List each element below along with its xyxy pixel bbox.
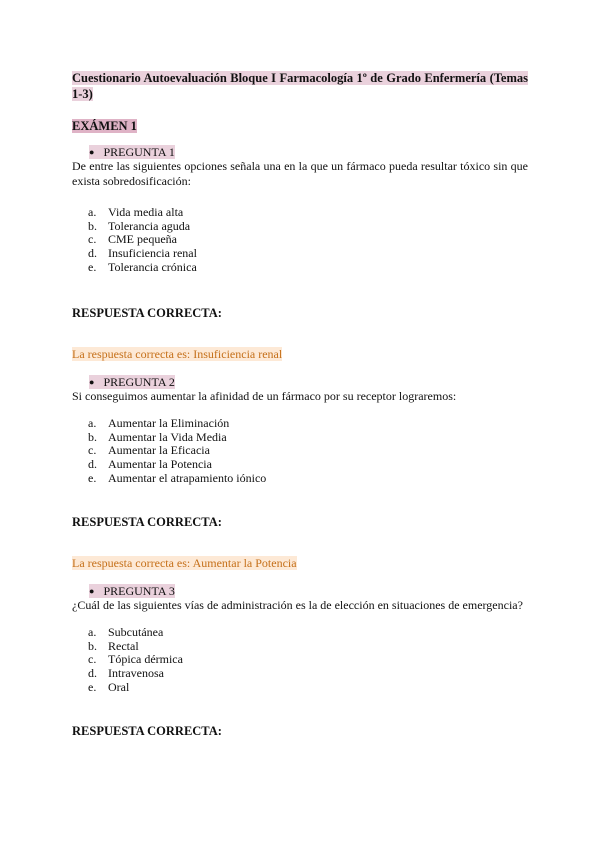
question-3-text: ¿Cuál de las siguientes vías de administración es la de elección en situaciones de emergencia? xyxy=(72,598,523,612)
option-text: Aumentar la Vida Media xyxy=(108,429,227,444)
document-title-text: Cuestionario Autoevaluación Bloque I Farmacología 1º de Grado Enfermería (Temas 1-3) xyxy=(72,71,528,101)
question-1-heading-text: PREGUNTA 1 xyxy=(103,145,175,159)
option-letter: c. xyxy=(88,232,97,247)
option-letter: a. xyxy=(88,625,97,639)
exam-heading-text: EXÁMEN 1 xyxy=(72,119,137,133)
option-text: Aumentar el atrapamiento iónico xyxy=(108,470,267,485)
answer-label-2: RESPUESTA CORRECTA: xyxy=(72,515,222,529)
option-letter: e. xyxy=(88,470,97,485)
option-letter: d. xyxy=(88,666,97,681)
option-letter: e. xyxy=(88,259,97,274)
answer-2 xyxy=(72,556,297,571)
option-letter: a. xyxy=(88,416,97,430)
bullet-icon: ● xyxy=(89,147,95,157)
question-1-text: De entre las siguientes opciones señala una en la que un fármaco pueda resultar tóxico sin que exista sobredosificación: xyxy=(72,159,528,188)
option-item xyxy=(88,220,197,234)
option-text: CME pequeña xyxy=(108,232,177,247)
option-item xyxy=(88,261,197,275)
option-text: Tolerancia crónica xyxy=(108,259,197,274)
answer-label-1: RESPUESTA CORRECTA: xyxy=(72,306,222,320)
option-text: Aumentar la Potencia xyxy=(108,457,212,472)
option-item xyxy=(88,444,266,458)
option-item xyxy=(88,233,197,247)
option-item xyxy=(88,653,183,667)
option-letter: b. xyxy=(88,638,97,653)
question-2-heading-text: PREGUNTA 2 xyxy=(103,375,175,389)
option-letter: c. xyxy=(88,652,97,667)
question-2-options xyxy=(88,417,266,486)
question-3-heading-text: PREGUNTA 3 xyxy=(103,584,175,598)
option-letter: a. xyxy=(88,205,97,219)
option-text: Vida media alta xyxy=(108,205,184,219)
option-text: Tópica dérmica xyxy=(108,652,183,667)
bullet-icon: ● xyxy=(89,377,95,387)
answer-1-text: La respuesta correcta es: Insuficiencia renal xyxy=(72,347,283,361)
question-2-text: Si conseguimos aumentar la afinidad de un fármaco por su receptor lograremos: xyxy=(72,389,457,403)
option-text: Aumentar la Eficacia xyxy=(108,443,210,458)
document-title xyxy=(72,70,528,102)
option-item xyxy=(88,640,183,654)
option-text: Subcutánea xyxy=(108,625,164,639)
bullet-icon: ● xyxy=(89,586,95,596)
option-text: Oral xyxy=(108,679,130,694)
option-item xyxy=(88,626,183,640)
option-item xyxy=(88,247,197,261)
answer-2-text: La respuesta correcta es: Aumentar la Potencia xyxy=(72,556,297,570)
option-letter: b. xyxy=(88,429,97,444)
option-text: Tolerancia aguda xyxy=(108,218,191,233)
option-item xyxy=(88,458,266,472)
answer-1 xyxy=(72,347,282,362)
answer-label-3: RESPUESTA CORRECTA: xyxy=(72,724,222,738)
exam-heading xyxy=(72,118,137,134)
question-1-heading xyxy=(89,145,175,160)
option-letter: b. xyxy=(88,218,97,233)
option-letter: c. xyxy=(88,443,97,458)
option-item xyxy=(88,667,183,681)
option-letter: d. xyxy=(88,246,97,261)
question-3-heading xyxy=(89,584,175,599)
option-item xyxy=(88,431,266,445)
option-text: Insuficiencia renal xyxy=(108,246,197,261)
question-2-heading xyxy=(89,375,175,390)
option-item xyxy=(88,681,183,695)
question-3-options xyxy=(88,626,183,695)
option-letter: d. xyxy=(88,457,97,472)
question-1-options xyxy=(88,206,197,275)
option-item xyxy=(88,417,266,431)
option-text: Aumentar la Eliminación xyxy=(108,416,230,430)
option-item xyxy=(88,472,266,486)
option-item xyxy=(88,206,197,220)
option-text: Rectal xyxy=(108,638,139,653)
option-letter: e. xyxy=(88,679,97,694)
option-text: Intravenosa xyxy=(108,666,164,681)
